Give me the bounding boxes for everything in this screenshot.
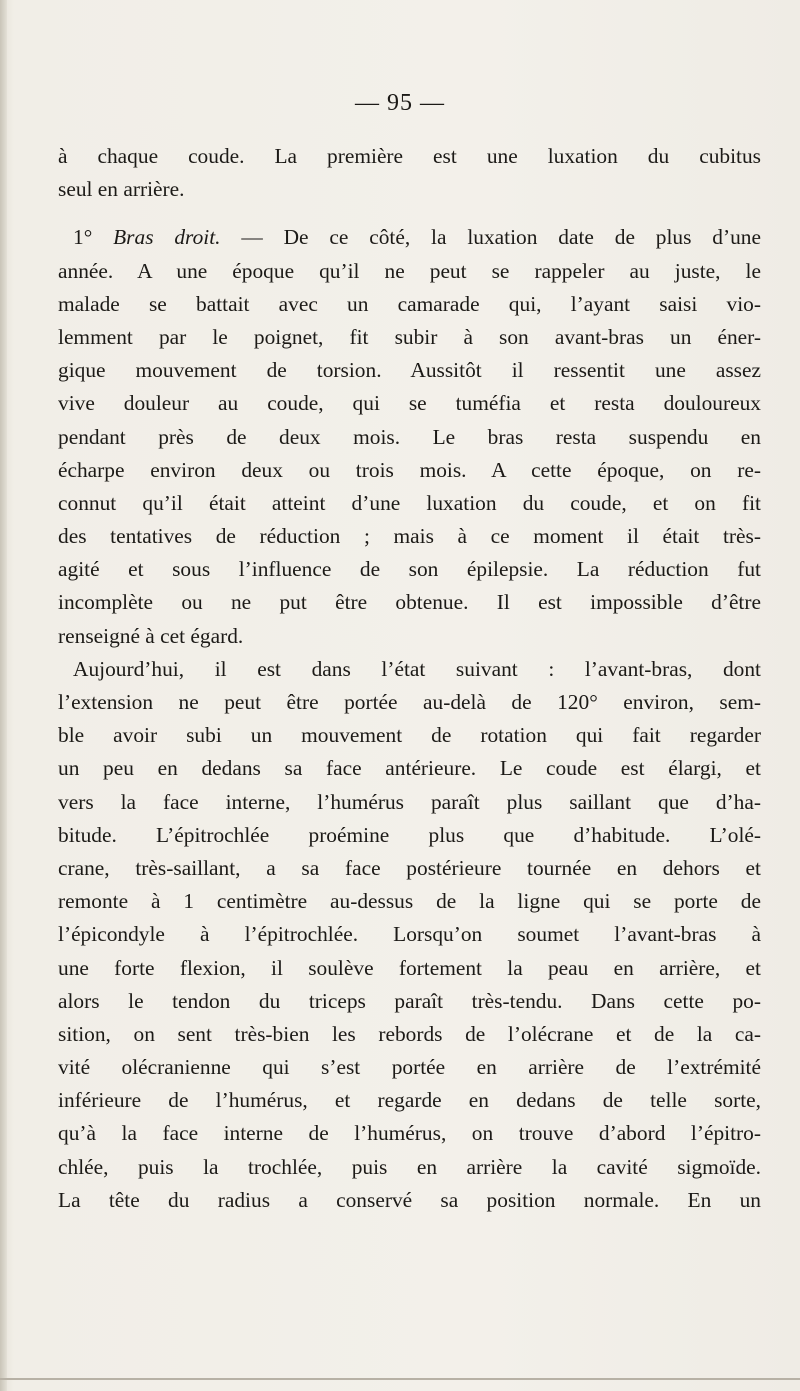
- text-line: qu’à la face interne de l’humérus, on trouve d’abord l’épitro-: [58, 1121, 761, 1146]
- text-line: gique mouvement de torsion. Aussitôt il ressentit une assez: [58, 358, 761, 383]
- text-line: année. A une époque qu’il ne peut se rappeler au juste, le: [58, 258, 761, 283]
- text-line: l’épicondyle à l’épitrochlée. Lorsqu’on soumet l’avant-bras à: [58, 922, 761, 947]
- section-number: 1°: [73, 225, 93, 250]
- bottom-edge-rule: [0, 1378, 800, 1380]
- text-line: renseigné à cet égard.: [58, 623, 244, 648]
- text-line: vive douleur au coude, qui se tuméfia et resta douloureux: [58, 391, 761, 416]
- section-intro-text: — De ce côté, la luxation date de plus d’une: [220, 225, 761, 250]
- text-line: vité olécranienne qui s’est portée en arrière de l’extrémité: [58, 1055, 761, 1080]
- body-text: [58, 140, 761, 1217]
- text-line: un peu en dedans sa face antérieure. Le coude est élargi, et: [58, 756, 761, 781]
- paragraph-start-line: Aujourd’hui, il est dans l’état suivant : l’avant-bras, dont: [73, 656, 761, 681]
- text-line: inférieure de l’humérus, et regarde en dedans de telle sorte,: [58, 1088, 761, 1113]
- text-line: connut qu’il était atteint d’une luxation du coude, et on fit: [58, 490, 761, 515]
- text-line: malade se battait avec un camarade qui, l’ayant saisi vio-: [58, 291, 761, 316]
- section-heading-line: [58, 221, 761, 254]
- text-line: agité et sous l’influence de son épilepsie. La réduction fut: [58, 557, 761, 582]
- text-line: remonte à 1 centimètre au-dessus de la ligne qui se porte de: [58, 889, 761, 914]
- text-line: seul en arrière.: [58, 177, 185, 202]
- text-line: chlée, puis la trochlée, puis en arrière la cavité sigmoïde.: [58, 1154, 761, 1179]
- text-line: La tête du radius a conservé sa position normale. En un: [58, 1187, 761, 1212]
- text-line: bitude. L’épitrochlée proémine plus que d’habitude. L’olé-: [58, 822, 761, 847]
- text-line: lemment par le poignet, fit subir à son avant-bras un éner-: [58, 324, 761, 349]
- page-binding-edge: [0, 0, 7, 1391]
- section-title: Bras droit.: [113, 225, 221, 250]
- text-line: crane, très-saillant, a sa face postérieure tournée en dehors et: [58, 855, 761, 880]
- text-line: écharpe environ deux ou trois mois. A cette époque, on re-: [58, 457, 761, 482]
- text-line: l’extension ne peut être portée au-delà de 120° environ, sem-: [58, 690, 761, 714]
- text-line: une forte flexion, il soulève fortement la peau en arrière, et: [58, 955, 761, 980]
- text-line: vers la face interne, l’humérus paraît plus saillant que d’ha-: [58, 789, 761, 814]
- text-line: des tentatives de réduction ; mais à ce moment il était très-: [58, 524, 761, 549]
- text-line: à chaque coude. La première est une luxation du cubitus: [58, 144, 761, 168]
- text-line: sition, on sent très-bien les rebords de l’olécrane et de la ca-: [58, 1021, 761, 1046]
- text-line: ble avoir subi un mouvement de rotation qui fait regarder: [58, 723, 761, 748]
- text-line: incomplète ou ne put être obtenue. Il est impossible d’être: [58, 590, 761, 615]
- text-line: alors le tendon du triceps paraît très-tendu. Dans cette po-: [58, 988, 761, 1013]
- text-line: pendant près de deux mois. Le bras resta suspendu en: [58, 424, 761, 449]
- page-number: — 95 —: [355, 90, 445, 116]
